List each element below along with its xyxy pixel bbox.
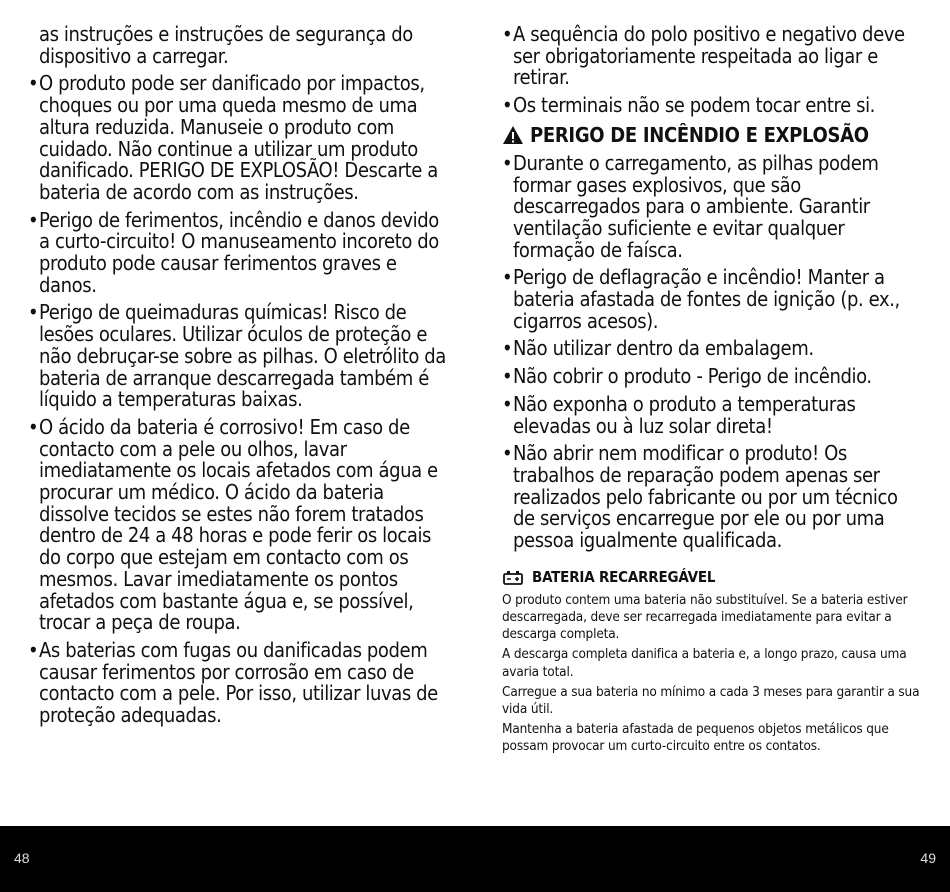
- battery-paragraph: Carregue a sua bateria no mínimo a cada 3 meses para garantir a sua vida útil.: [502, 683, 920, 717]
- list-item: • Não abrir nem modificar o produto! Os trabalhos de reparação podem apenas ser realizados pelo fabricante ou por um técnico de serviços encarregue por ele ou por uma pessoa igualmente qualificada.: [502, 443, 922, 552]
- list-item: • Não utilizar dentro da embalagem.: [502, 338, 922, 360]
- left-bullet-list: [28, 73, 448, 726]
- list-item: • Os terminais não se podem tocar entre si.: [502, 95, 922, 117]
- page-number-left: 48: [14, 850, 30, 866]
- list-item: • As baterias com fugas ou danificadas podem causar ferimentos por corrosão em caso de contacto com a pele. Por isso, utilizar luvas de proteção adequadas.: [28, 640, 448, 727]
- page-footer: [0, 826, 950, 892]
- fire-heading-text: PERIGO DE INCÊNDIO E EXPLOSÃO: [530, 122, 869, 147]
- right-column: [502, 24, 922, 759]
- battery-heading-text: BATERIA RECARREGÁVEL: [532, 567, 716, 586]
- battery-paragraph: A descarga completa danifica a bateria e, a longo prazo, causa uma avaria total.: [502, 646, 907, 680]
- right-top-bullet-list: [502, 24, 922, 117]
- list-item: • O ácido da bateria é corrosivo! Em caso de contacto com a pele ou olhos, lavar imediatamente os locais afetados com água e procurar um médico. O ácido da bateria dissolve tecidos se estes não forem tratados dentro de 24 a 48 horas e pode ferir os locais do corpo que estejam em contacto com os mesmos. Lavar imediatamente os pontos afetados com bastante água e, se possível, trocar a peça de roupa.: [28, 417, 448, 634]
- fire-bullet-list: [502, 150, 922, 553]
- battery-heading: [502, 568, 922, 586]
- battery-icon: [502, 568, 524, 586]
- list-item: • Não exponha o produto a temperaturas elevadas ou à luz solar direta!: [502, 394, 922, 437]
- battery-paragraph: Mantenha a bateria afastada de pequenos objetos metálicos que possam provocar um curto-circuito entre os contatos.: [502, 721, 889, 755]
- battery-paragraph: O produto contem uma bateria não substituível. Se a bateria estiver descarregada, deve ser recarregada imediatamente para evitar a descarga completa.: [502, 591, 908, 643]
- battery-paragraphs: [502, 592, 922, 756]
- fire-heading: [502, 123, 922, 147]
- left-column: [28, 24, 448, 733]
- list-item: • Perigo de ferimentos, incêndio e danos devido a curto-circuito! O manuseamento incoreto do produto pode causar ferimentos graves e danos.: [28, 210, 448, 297]
- list-item: • Perigo de deflagração e incêndio! Manter a bateria afastada de fontes de ignição (p. ex., cigarros acesos).: [502, 267, 922, 332]
- list-item: • Não cobrir o produto - Perigo de incêndio.: [502, 366, 922, 388]
- list-item: • O produto pode ser danificado por impactos, choques ou por uma queda mesmo de uma altura reduzida. Manuseie o produto com cuidado. Não continue a utilizar um produto danificado. PERIGO DE EXPLOSÃO! Descarte a bateria de acordo com as instruções.: [28, 73, 448, 203]
- left-intro-text: as instruções e instruções de segurança do dispositivo a carregar.: [39, 22, 413, 68]
- list-item: • Durante o carregamento, as pilhas podem formar gases explosivos, que são descarregados para o ambiente. Garantir ventilação suficiente e evitar qualquer formação de faísca.: [502, 153, 922, 262]
- list-item: • A sequência do polo positivo e negativo deve ser obrigatoriamente respeitada ao ligar e retirar.: [502, 24, 922, 89]
- page-number-right: 49: [920, 850, 936, 866]
- warning-triangle-icon: [502, 125, 524, 145]
- list-item: • Perigo de queimaduras químicas! Risco de lesões oculares. Utilizar óculos de proteção e não debruçar-se sobre as pilhas. O eletrólito da bateria de arranque descarregada também é líquido a temperaturas baixas.: [28, 302, 448, 411]
